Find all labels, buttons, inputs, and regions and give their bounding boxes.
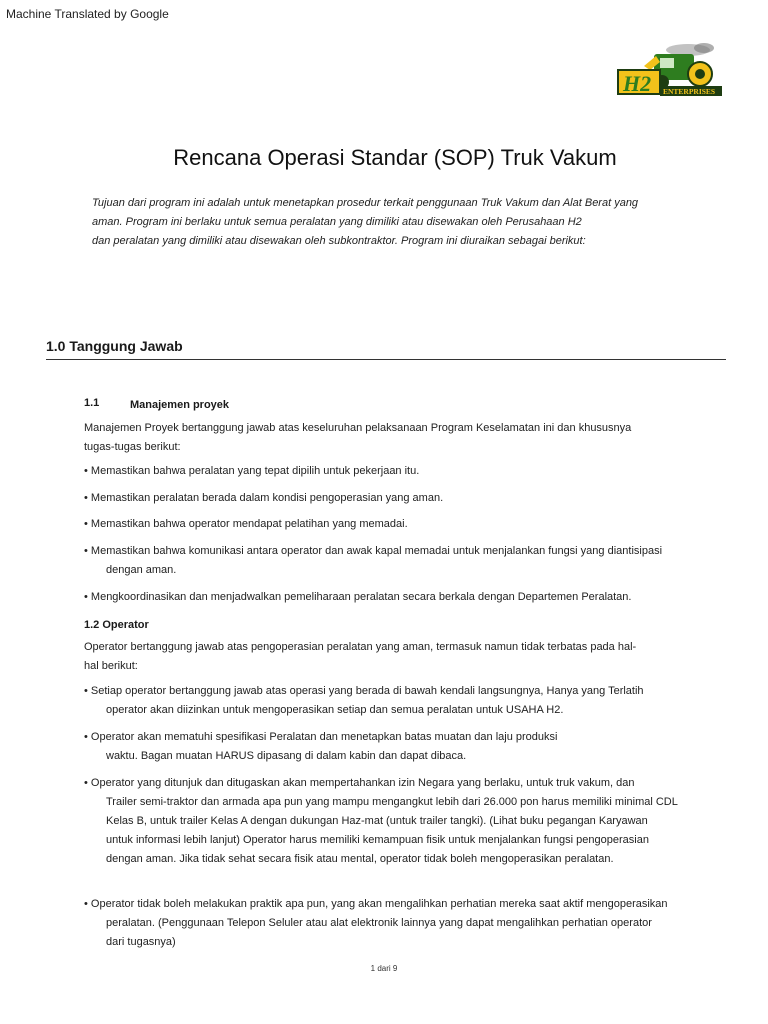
company-logo [614, 40, 726, 104]
page-number: 1 dari 9 [370, 964, 398, 973]
bullet-line: • Memastikan peralatan berada dalam kondisi pengoperasian yang aman. [84, 492, 444, 504]
list-item [84, 462, 724, 481]
intro-line: Tujuan dari program ini adalah untuk menetapkan prosedur terkait penggunaan Truk Vakum dan Alat Berat yang [92, 197, 639, 209]
section-heading: 1.0 Tanggung Jawab [46, 338, 183, 354]
bullet-line: • Memastikan bahwa peralatan yang tepat dipilih untuk pekerjaan itu. [84, 465, 420, 477]
logo-subtext: ENTERPRISES [663, 87, 716, 96]
section-divider [46, 359, 726, 360]
bullet-line: • Memastikan bahwa operator mendapat pelatihan yang memadai. [84, 518, 408, 530]
bullet-line: • Mengkoordinasikan dan menjadwalkan pemeliharaan peralatan secara berkala dengan Departemen Peralatan. [84, 591, 632, 603]
bullet-line: • Operator yang ditunjuk dan ditugaskan akan mempertahankan izin Negara yang berlaku, untuk truk vakum, dan [84, 777, 635, 789]
bullet-line: dengan aman. Jika tidak sehat secara fisik atau mental, operator tidak boleh mengoperasikan peralatan. [106, 853, 614, 865]
subsection-intro [84, 638, 724, 676]
logo-mark-text: H2 [623, 71, 652, 96]
bullet-line: operator akan diizinkan untuk mengoperasikan setiap dan semua peralatan untuk USAHA H2. [106, 704, 564, 716]
bullet-line: Kelas B, untuk trailer Kelas A dengan dukungan Haz-mat (untuk trailer tangki). (Lihat buku pegangan Karyawan [106, 815, 648, 827]
bullet-line: • Memastikan bahwa komunikasi antara operator dan awak kapal memadai untuk menjalankan fungsi yang diantisipasi [84, 545, 663, 557]
document-title: Rencana Operasi Standar (SOP) Truk Vakum [173, 145, 617, 170]
paragraph-line: Operator bertanggung jawab atas pengoperasian peralatan yang aman, termasuk namun tidak terbatas pada hal- [84, 641, 637, 653]
subsection-number: 1.1 [84, 397, 100, 409]
bullet-line: waktu. Bagan muatan HARUS dipasang di dalam kabin dan dapat dibaca. [106, 750, 467, 762]
bullet-line: dari tugasnya) [106, 936, 176, 948]
bullet-line: dengan aman. [106, 564, 177, 576]
paragraph-line: tugas-tugas berikut: [84, 441, 181, 453]
document-intro [92, 194, 692, 251]
paragraph-line: hal berikut: [84, 660, 138, 672]
h2-enterprises-logo-icon [614, 40, 726, 104]
list-item [84, 774, 724, 869]
list-item [84, 515, 724, 534]
paragraph-line: Manajemen Proyek bertanggung jawab atas keseluruhan pelaksanaan Program Keselamatan ini dan khususnya [84, 422, 632, 434]
bullet-line: Trailer semi-traktor dan armada apa pun yang mampu mengangkut lebih dari 26.000 pon harus memiliki minimal CDL [106, 796, 678, 808]
bullet-line: • Setiap operator bertanggung jawab atas operasi yang berada di bawah kendali langsungnya, Hanya yang Terlatih [84, 685, 644, 697]
subsection-title: 1.2 Operator [84, 619, 149, 631]
bullet-line: • Operator akan mematuhi spesifikasi Peralatan dan menetapkan batas muatan dan laju produksi [84, 731, 558, 743]
subsection-intro [84, 419, 724, 457]
intro-line: dan peralatan yang dimiliki atau disewakan oleh subkontraktor. Program ini diuraikan sebagai berikut: [92, 235, 586, 247]
bullet-line: untuk informasi lebih lanjut) Operator harus memiliki kemampuan fisik untuk menjalankan fungsi pengoperasian [106, 834, 649, 846]
list-item [84, 728, 724, 766]
subsection-title: Manajemen proyek [130, 399, 230, 411]
list-item [84, 588, 724, 607]
bullet-line: • Operator tidak boleh melakukan praktik apa pun, yang akan mengalihkan perhatian mereka saat aktif mengoperasikan [84, 898, 668, 910]
list-item [84, 542, 724, 580]
list-item [84, 895, 724, 952]
bullet-line: peralatan. (Penggunaan Telepon Seluler atau alat elektronik lainnya yang dapat mengalihkan perhatian operator [106, 917, 652, 929]
list-item [84, 489, 724, 508]
machine-translated-note: Machine Translated by Google [6, 7, 169, 21]
list-item [84, 682, 724, 720]
intro-line: aman. Program ini berlaku untuk semua peralatan yang dimiliki atau disewakan oleh Perusahaan H2 [92, 216, 582, 228]
